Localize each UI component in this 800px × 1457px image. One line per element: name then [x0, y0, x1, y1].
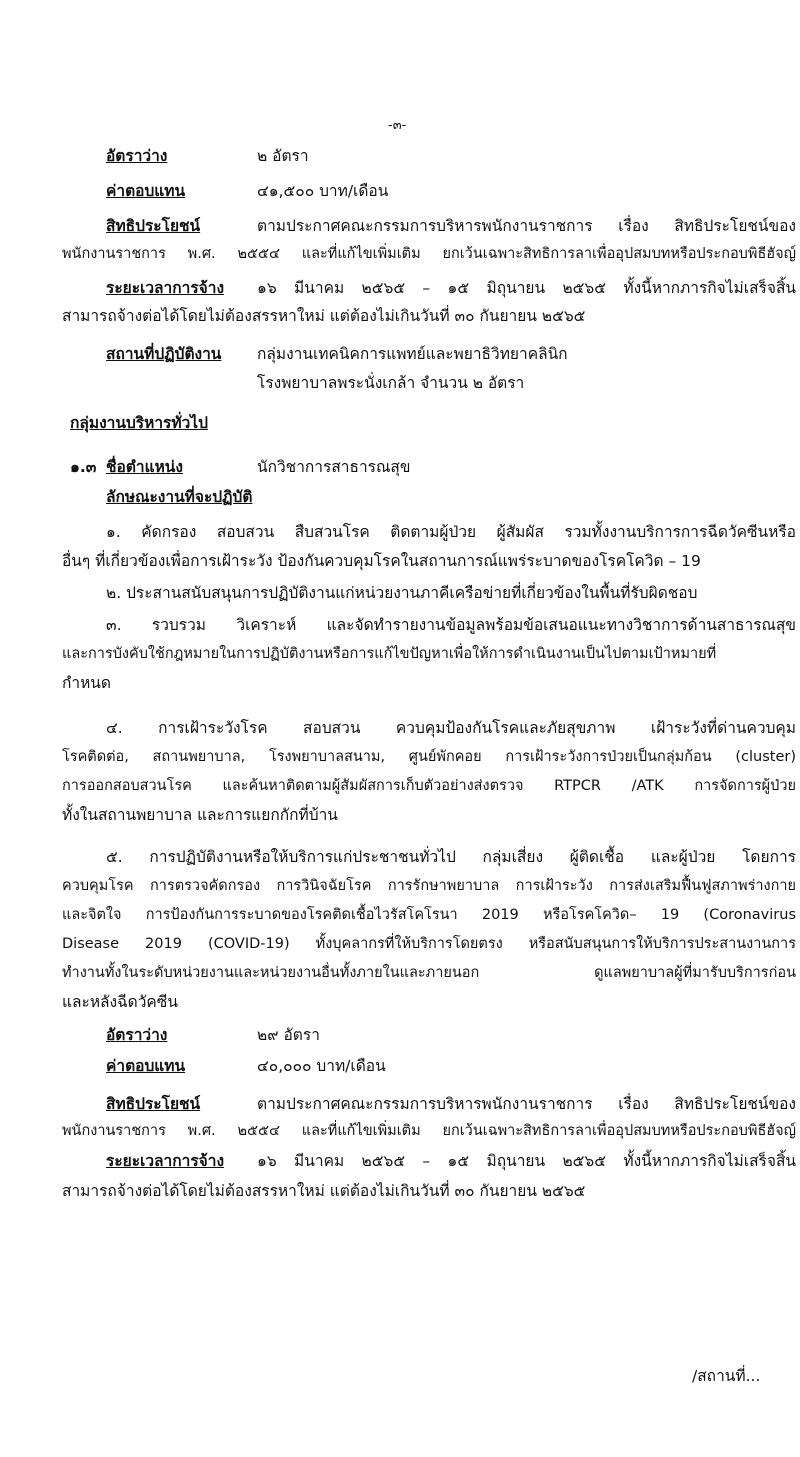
duty-5-line1: ๕. การปฏิบัติงานหรือให้บริการแก่ประชาชนทั่วไป กลุ่มเสี่ยง ผู้ติดเชื้อ และผู้ป่วย โดยการ — [106, 848, 796, 866]
duty-3-line3: กำหนด — [62, 674, 111, 692]
duty-5-line6: และหลังฉีดวัคซีน — [62, 993, 178, 1011]
duty-4-line3: การออกสอบสวนโรค และค้นหาติดตามผู้สัมผัสการเก็บตัวอย่างส่งตรวจ RTPCR /ATK การจัดการผู้ป่วย — [62, 778, 796, 794]
benefit-text-2-line2: พนักงานราชการ พ.ศ. ๒๕๕๔ และที่แก้ไขเพิ่มเติม ยกเว้นเฉพาะสิทธิการลาเพื่ออุปสมบทหรือประกอบพิธีฮัจญ์ — [62, 1123, 796, 1139]
position-number: ๑.๓ — [70, 458, 97, 476]
pay-label-2: ค่าตอบแทน — [106, 1057, 186, 1075]
place-label: สถานที่ปฏิบัติงาน — [106, 345, 222, 363]
duty-5-line5: ทำงานทั้งในระดับหน่วยงานและหน่วยงานอื่นทั้งภายในและภายนอก ดูแลพยาบาลผู้ที่มารับบริการก่อน — [62, 965, 796, 981]
benefit-text-2-line1: ตามประกาศคณะกรรมการบริหารพนักงานราชการ เรื่อง สิทธิประโยชน์ของ — [257, 1095, 796, 1113]
place-text-line1: กลุ่มงานเทคนิคการแพทย์และพยาธิวิทยาคลินิก — [257, 345, 568, 363]
period-text-2-line2: สามารถจ้างต่อได้โดยไม่ต้องสรรหาใหม่ แต่ต้องไม่เกินวันที่ ๓๐ กันยายน ๒๕๖๕ — [62, 1182, 586, 1200]
continuation-marker: /สถานที่... — [692, 1367, 761, 1385]
benefit-label: สิทธิประโยชน์ — [106, 217, 201, 235]
section-heading: กลุ่มงานบริหารทั่วไป — [70, 414, 208, 432]
duty-5-line2: ควบคุมโรค การตรวจคัดกรอง การวินิจฉัยโรค การรักษาพยาบาล การเฝ้าระวัง การส่งเสริมฟื้นฟูสภาพร่างกาย — [62, 878, 796, 894]
rate-value: ๒ อัตรา — [257, 147, 309, 165]
rate-label: อัตราว่าง — [106, 147, 168, 165]
period-label-2: ระยะเวลาการจ้าง — [106, 1152, 225, 1170]
duty-5-line3: และจิตใจ การป้องกันการระบาดของโรคติดเชื้อไวรัสโคโรนา 2019 หรือโรคโควิด– 19 (Coronavirus — [62, 907, 796, 923]
duty-2-line1: ๒. ประสานสนับสนุนการปฏิบัติงานแก่หน่วยงานภาคีเครือข่ายที่เกี่ยวข้องในพื้นที่รับผิดชอบ — [106, 584, 698, 602]
position-label: ชื่อตำแหน่ง — [106, 458, 183, 476]
page-number: -๓- — [388, 118, 407, 133]
duties-label: ลักษณะงานที่จะปฏิบัติ — [106, 488, 253, 506]
duty-4-line1: ๔. การเฝ้าระวังโรค สอบสวน ควบคุมป้องกันโรคและภัยสุขภาพ เฝ้าระวังที่ด่านควบคุม — [106, 719, 796, 737]
period-text-line1: ๑๖ มีนาคม ๒๕๖๕ – ๑๕ มิถุนายน ๒๕๖๕ ทั้งนี้หากภารกิจไม่เสร็จสิ้น — [257, 279, 796, 297]
place-text-line2: โรงพยาบาลพระนั่งเกล้า จำนวน ๒ อัตรา — [257, 374, 525, 392]
period-text-line2: สามารถจ้างต่อได้โดยไม่ต้องสรรหาใหม่ แต่ต้องไม่เกินวันที่ ๓๐ กันยายน ๒๕๖๕ — [62, 307, 586, 325]
rate-label-2: อัตราว่าง — [106, 1026, 168, 1044]
period-label: ระยะเวลาการจ้าง — [106, 279, 225, 297]
period-text-2-line1: ๑๖ มีนาคม ๒๕๖๕ – ๑๕ มิถุนายน ๒๕๖๕ ทั้งนี้หากภารกิจไม่เสร็จสิ้น — [257, 1152, 796, 1170]
pay-label: ค่าตอบแทน — [106, 182, 186, 200]
duty-3-line1: ๓. รวบรวม วิเคราะห์ และจัดทำรายงานข้อมูลพร้อมข้อเสนอแนะทางวิชาการด้านสาธารณสุข — [106, 616, 796, 634]
pay-value: ๔๑,๕๐๐ บาท/เดือน — [257, 182, 389, 200]
duty-5-line4: Disease 2019 (COVID-19) ทั้งบุคลากรที่ให้บริการโดยตรง หรือสนับสนุนการให้บริการประสานงานการ — [62, 936, 796, 952]
benefit-text-line1: ตามประกาศคณะกรรมการบริหารพนักงานราชการ เรื่อง สิทธิประโยชน์ของ — [257, 217, 796, 235]
pay-value-2: ๔๐,๐๐๐ บาท/เดือน — [257, 1057, 386, 1075]
duty-1-line1: ๑. คัดกรอง สอบสวน สืบสวนโรค ติดตามผู้ป่วย ผู้สัมผัส รวมทั้งงานบริการการฉีดวัคซีนหรือ — [106, 523, 796, 541]
benefit-label-2: สิทธิประโยชน์ — [106, 1095, 201, 1113]
duty-4-line4: ทั้งในสถานพยาบาล และการแยกกักที่บ้าน — [62, 806, 338, 824]
duty-4-line2: โรคติดต่อ, สถานพยาบาล, โรงพยาบาลสนาม, ศูนย์พักคอย การเฝ้าระวังการป่วยเป็นกลุ่มก้อน (cluster) — [62, 749, 796, 765]
duty-1-line2: อื่นๆ ที่เกี่ยวข้องเพื่อการเฝ้าระวัง ป้องกันควบคุมโรคในสถานการณ์แพร่ระบาดของโรคโควิด – 19 — [62, 552, 701, 570]
benefit-text-line2: พนักงานราชการ พ.ศ. ๒๕๕๔ และที่แก้ไขเพิ่มเติม ยกเว้นเฉพาะสิทธิการลาเพื่ออุปสมบทหรือประกอบพิธีฮัจญ์ — [62, 246, 796, 262]
position-title: นักวิชาการสาธารณสุข — [257, 458, 411, 476]
rate-value-2: ๒๙ อัตรา — [257, 1026, 320, 1044]
duty-3-line2: และการบังคับใช้กฎหมายในการปฏิบัติงานหรือการแก้ไขปัญหาเพื่อให้การดำเนินงานเป็นไปตามเป้าหมายที่ — [62, 646, 717, 662]
